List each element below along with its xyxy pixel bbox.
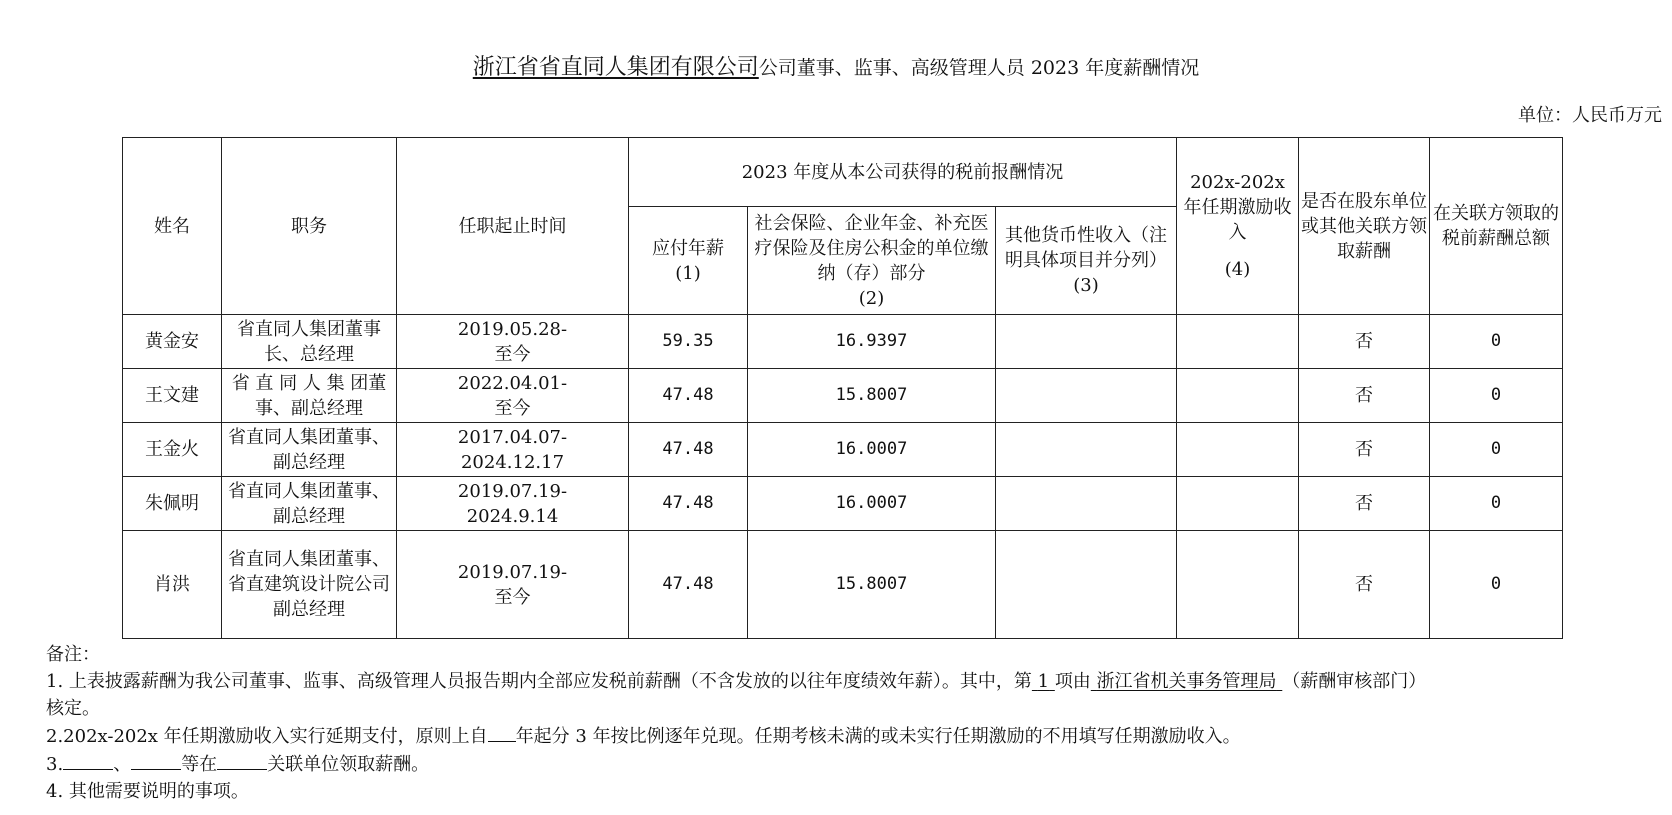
cell-related-total: 0 <box>1430 423 1563 477</box>
cell-name: 王文建 <box>123 369 222 423</box>
header-incentive-label: 202x-202x 年任期激励收入 <box>1183 172 1292 243</box>
note-1-item-value: 1 <box>1037 671 1050 692</box>
cell-other <box>996 477 1177 531</box>
cell-other <box>996 423 1177 477</box>
note-3-blank-2 <box>131 750 181 770</box>
table-row <box>123 369 1563 423</box>
cell-salary: 47.48 <box>629 477 748 531</box>
note-1-department-value: 浙江省机关事务管理局 <box>1096 671 1277 692</box>
table-row <box>123 531 1563 639</box>
cell-related-total: 0 <box>1430 369 1563 423</box>
header-other <box>996 207 1177 315</box>
company-name: 浙江省省直同人集团有限公司 <box>472 55 759 80</box>
cell-incentive <box>1177 477 1299 531</box>
header-shareholder: 是否在股东单位或其他关联方领取薪酬 <box>1299 138 1430 315</box>
cell-name: 朱佩明 <box>123 477 222 531</box>
note-4: 4. 其他需要说明的事项。 <box>46 781 249 802</box>
cell-shareholder: 否 <box>1299 477 1430 531</box>
cell-shareholder: 否 <box>1299 531 1430 639</box>
note-2-blank <box>488 722 516 742</box>
header-social-number: (2) <box>858 287 885 309</box>
note-3-text-b: 、 <box>113 754 132 775</box>
cell-social: 15.8007 <box>748 369 996 423</box>
unit-label: 单位：人民币万元 <box>1518 105 1662 126</box>
cell-incentive <box>1177 315 1299 369</box>
notes-section <box>46 641 1656 805</box>
header-term: 任职起止时间 <box>397 138 629 315</box>
note-3 <box>46 750 1656 778</box>
cell-position: 省直同人集团董事长、总经理 <box>222 315 397 369</box>
header-salary <box>629 207 748 315</box>
note-1 <box>46 668 1656 695</box>
header-salary-label: 应付年薪 <box>652 237 724 259</box>
cell-social: 16.0007 <box>748 423 996 477</box>
header-incentive <box>1177 138 1299 315</box>
table-row <box>123 423 1563 477</box>
cell-name: 肖洪 <box>123 531 222 639</box>
header-social <box>748 207 996 315</box>
note-3-blank-3 <box>217 750 267 770</box>
cell-social: 16.0007 <box>748 477 996 531</box>
header-other-label: 其他货币性收入（注明具体项目并分列） <box>1005 225 1167 271</box>
notes-heading: 备注： <box>46 644 100 665</box>
header-position: 职务 <box>222 138 397 315</box>
table-row <box>123 315 1563 369</box>
cell-related-total: 0 <box>1430 477 1563 531</box>
note-1-text-c: （薪酬审核部门） <box>1282 671 1427 692</box>
cell-term-start: 2019.07.19- <box>457 480 568 502</box>
table-row <box>123 477 1563 531</box>
cell-salary: 47.48 <box>629 369 748 423</box>
note-1-department <box>1091 671 1282 692</box>
cell-social: 16.9397 <box>748 315 996 369</box>
cell-term-start: 2019.07.19- <box>457 561 568 583</box>
cell-position: 省直同人集团董事、省直建筑设计院公司副总经理 <box>222 531 397 639</box>
cell-position: 省直同人集团董事、副总经理 <box>222 423 397 477</box>
cell-salary: 47.48 <box>629 423 748 477</box>
cell-shareholder: 否 <box>1299 423 1430 477</box>
cell-salary: 47.48 <box>629 531 748 639</box>
cell-term-end: 2024.12.17 <box>460 451 565 473</box>
note-2-text-a: 2.202x-202x 年任期激励收入实行延期支付，原则上自 <box>46 726 488 747</box>
cell-incentive <box>1177 423 1299 477</box>
header-group-pre-tax: 2023 年度从本公司获得的税前报酬情况 <box>629 138 1177 207</box>
note-1-item-number <box>1032 671 1055 692</box>
cell-term <box>397 423 629 477</box>
cell-position: 省直同人集团董事、副总经理 <box>222 477 397 531</box>
note-2-text-b: 年起分 3 年按比例逐年兑现。任期考核未满的或未实行任期激励的不用填写任期激励收入。 <box>515 726 1241 747</box>
cell-shareholder: 否 <box>1299 315 1430 369</box>
cell-term-end: 至今 <box>494 586 531 608</box>
title-text: 公司董事、监事、高级管理人员 2023 年度薪酬情况 <box>758 57 1200 79</box>
cell-position: 省 直 同 人 集 团董事、副总经理 <box>222 369 397 423</box>
cell-shareholder: 否 <box>1299 369 1430 423</box>
cell-other <box>996 531 1177 639</box>
cell-term-start: 2017.04.07- <box>457 426 568 448</box>
note-1-text-a: 1. 上表披露薪酬为我公司董事、监事、高级管理人员报告期内全部应发税前薪酬（不含发放的以往年度绩效年薪）。其中，第 <box>46 671 1032 692</box>
cell-term <box>397 369 629 423</box>
note-3-text-d: 关联单位领取薪酬。 <box>267 754 430 775</box>
cell-term-end: 至今 <box>494 397 531 419</box>
note-3-blank-1 <box>63 750 113 770</box>
header-incentive-number: (4) <box>1224 259 1251 280</box>
header-name: 姓名 <box>123 138 222 315</box>
cell-term <box>397 531 629 639</box>
header-other-number: (3) <box>1073 275 1099 296</box>
cell-name: 黄金安 <box>123 315 222 369</box>
cell-salary: 59.35 <box>629 315 748 369</box>
cell-term-start: 2022.04.01- <box>457 372 568 394</box>
note-1-continued: 核定。 <box>46 698 100 719</box>
header-related-total: 在关联方领取的税前薪酬总额 <box>1430 138 1563 315</box>
note-2 <box>46 722 1656 750</box>
note-1-text-b: 项由 <box>1054 671 1091 692</box>
note-3-text-a: 3. <box>46 754 64 775</box>
header-salary-number: (1) <box>675 262 701 284</box>
cell-related-total: 0 <box>1430 315 1563 369</box>
cell-other <box>996 315 1177 369</box>
cell-term-start: 2019.05.28- <box>457 318 568 340</box>
cell-incentive <box>1177 369 1299 423</box>
cell-term-end: 2024.9.14 <box>466 505 559 527</box>
cell-related-total: 0 <box>1430 531 1563 639</box>
header-social-label: 社会保险、企业年金、补充医疗保险及住房公积金的单位缴纳（存）部分 <box>754 212 989 284</box>
compensation-table <box>122 137 1563 639</box>
note-3-text-c: 等在 <box>181 754 218 775</box>
cell-social: 15.8007 <box>748 531 996 639</box>
document-title <box>0 50 1672 81</box>
cell-term <box>397 315 629 369</box>
cell-term <box>397 477 629 531</box>
cell-term-end: 至今 <box>494 343 531 365</box>
cell-name: 王金火 <box>123 423 222 477</box>
cell-other <box>996 369 1177 423</box>
cell-incentive <box>1177 531 1299 639</box>
